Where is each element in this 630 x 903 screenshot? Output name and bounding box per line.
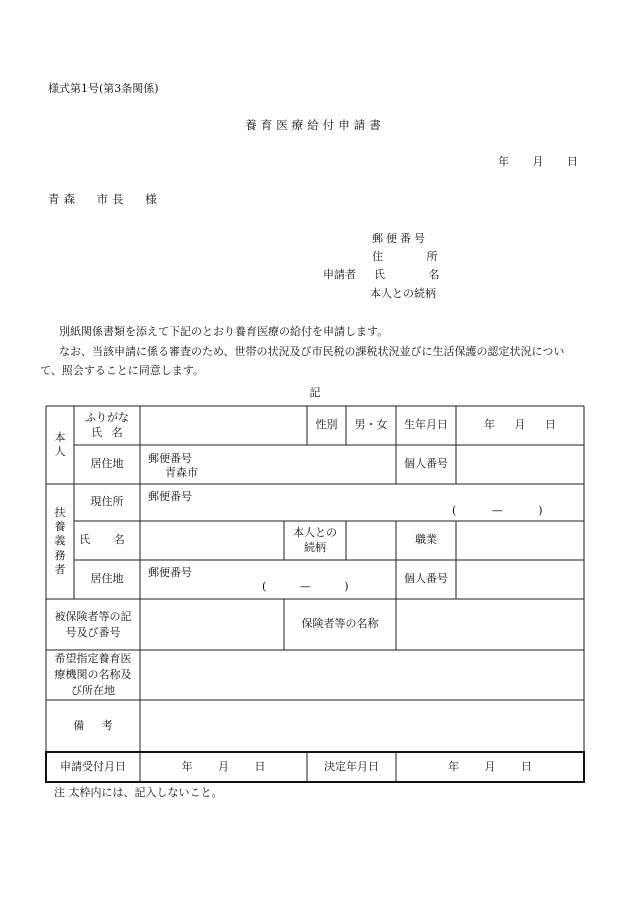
current-address-label: 現住所 [90, 495, 124, 509]
person-group-label: 本人 [54, 430, 66, 458]
supporter-individual-number-field[interactable] [456, 560, 584, 599]
supporter-residence-postal-label: 郵便番号 [148, 566, 192, 579]
applicant-postal-label: 郵便番号 [372, 232, 428, 245]
supporter-residence-phone: ( — ) [262, 580, 349, 593]
residence-postal-label: 郵便番号 [148, 452, 192, 465]
current-address-phone: ( — ) [452, 504, 543, 517]
supporter-residence-label: 居住地 [90, 572, 124, 586]
insured-number-field[interactable] [140, 599, 284, 650]
decision-date-label: 決定年月日 [324, 759, 379, 773]
statement-line-1: 別紙関係書類を添えて下記のとおり養育医療の給付を申請します。 [59, 325, 389, 338]
form-title: 養育医療給付申請書 [245, 118, 385, 132]
remarks-field[interactable] [140, 700, 584, 752]
receipt-date-label: 申請受付月日 [60, 759, 126, 773]
statement-line-2: なお、当該申請に係る審査のため、世帯の状況及び市民税の課税状況並びに生活保護の認定状況について、照会することに同意します。 [40, 344, 565, 377]
ki-heading: 記 [309, 386, 321, 399]
insurer-name-field[interactable] [396, 599, 584, 650]
birthdate-label: 生年月日 [404, 418, 448, 432]
individual-number-label: 個人番号 [404, 457, 448, 471]
birthdate-field[interactable]: 年 月 日 [484, 418, 556, 432]
sex-label: 性別 [315, 418, 338, 432]
application-date: 年 月 日 [498, 155, 579, 168]
footnote: 注 太枠内には、記入しないこと。 [54, 786, 223, 799]
applicant-address-label: 住 所 [372, 250, 438, 263]
applicant-label: 申請者 [323, 268, 356, 281]
insurer-name-label: 保険者等の名称 [301, 617, 379, 631]
name-label: 氏 名 [91, 425, 123, 439]
relation-label: 本人との続柄 [293, 525, 337, 554]
furigana-name-header [74, 406, 140, 445]
application-statement [40, 322, 585, 381]
applicant-name-label: 氏 名 [374, 268, 440, 281]
supporter-name-label: 氏 名 [79, 533, 135, 547]
remarks-label: 備 考 [73, 718, 113, 732]
decision-date-field: 年 月 日 [448, 759, 532, 773]
hospital-label: 希望指定養育医療機関の名称及び所在地 [54, 652, 132, 697]
insured-number-label: 被保険者等の記号及び番号 [54, 610, 132, 639]
sex-options[interactable]: 男・女 [354, 418, 388, 432]
addressee: 青森 市長 様 [48, 192, 161, 206]
residence-label: 居住地 [90, 457, 124, 471]
residence-city: 青森市 [165, 466, 198, 479]
supporter-residence-field[interactable] [140, 560, 396, 599]
residence-field[interactable] [140, 445, 396, 484]
supporter-group-label: 扶養義務者 [54, 505, 66, 576]
current-address-field[interactable] [140, 484, 584, 521]
name-field[interactable] [140, 406, 307, 445]
supporter-name-field[interactable] [140, 521, 284, 560]
relation-field[interactable] [346, 521, 396, 560]
receipt-date-field: 年 月 日 [181, 759, 266, 773]
individual-number-field[interactable] [456, 445, 584, 484]
form-number: 様式第1号(第3条関係) [48, 82, 159, 95]
current-address-postal-label: 郵便番号 [148, 490, 192, 503]
hospital-field[interactable] [140, 650, 584, 700]
furigana-label: ふりがな [85, 410, 129, 424]
occupation-label: 職業 [415, 533, 437, 547]
occupation-field[interactable] [456, 521, 584, 560]
supporter-individual-number-label: 個人番号 [404, 572, 448, 586]
applicant-relation-label: 本人との続柄 [370, 287, 436, 300]
